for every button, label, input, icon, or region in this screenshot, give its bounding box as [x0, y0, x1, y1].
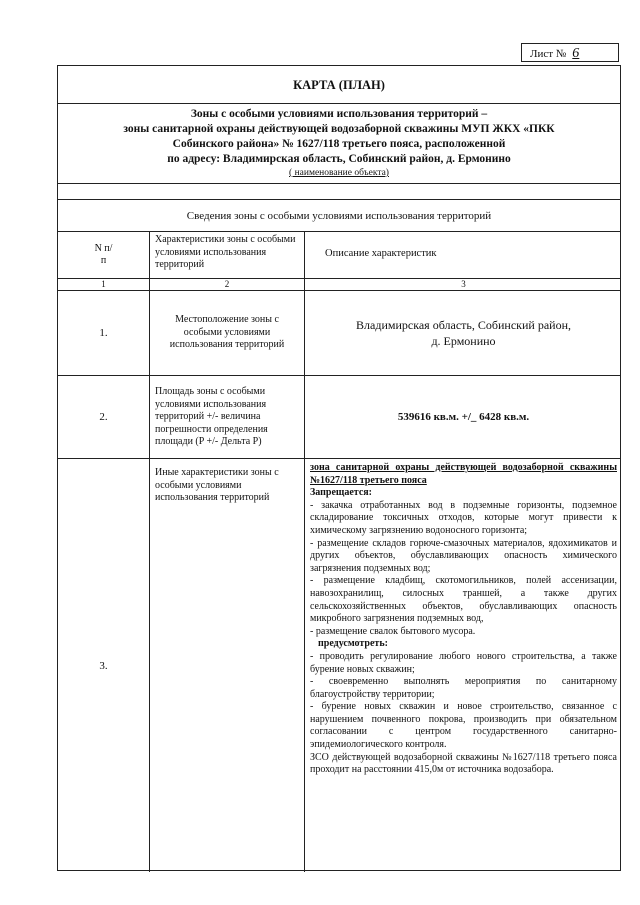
prohibited-item: - размещение свалок бытового мусора. — [310, 625, 476, 637]
header-description: Описание характеристик — [325, 248, 437, 259]
provide-label: предусмотреть: — [318, 638, 388, 650]
zone-header-line-2: зоны санитарной охраны действующей водозаборной скважины МУП ЖКХ «ПКК — [123, 123, 555, 135]
table-row — [58, 291, 620, 376]
prohibited-item: - размещение складов горюче-смазочных материалов, ядохимикатов и других объектов, обуславливающих опасность химического загрязнения подземных вод; — [310, 537, 617, 574]
sheet-number-box — [521, 43, 619, 62]
table-row — [58, 459, 620, 872]
column-numbers-row — [58, 279, 620, 291]
location-line-1: Владимирская область, Собинский район, — [356, 318, 571, 332]
closing-note: ЗСО действующей водозаборной скважины №1627/118 третьего пояса проходит на расстоянии 415,0м от источника водозабора. — [310, 751, 617, 776]
row-number: 1. — [58, 291, 150, 375]
area-value: 539616 кв.м. +/_ 6428 кв.м. — [397, 411, 530, 423]
provide-item: - своевременно выполнять мероприятия по санитарному благоустройству территории; — [310, 676, 617, 700]
provide-item: - проводить регулирование любого нового строительства, а также бурение новых скважин; — [310, 650, 617, 675]
prohibited-item: - размещение кладбищ, скотомогильников, полей ассенизации, навозохранилищ, силосных траншей, а также других сельскохозяйственных объектов, обуславливающих опасность микробного загрязнения подземных вод, — [310, 575, 617, 625]
row-description — [305, 291, 622, 375]
prohibited-item: - закачка отработанных вод в подземные горизонты, подземное складирование токсичных отходов, которые могут привести к химическому загрязнению водоносного горизонта; — [310, 499, 617, 536]
zone-header — [58, 104, 620, 184]
table-row — [58, 376, 620, 459]
document-title: КАРТА (ПЛАН) — [58, 66, 620, 104]
row-number: 3. — [58, 459, 150, 872]
row-characteristic: Площадь зоны с особыми условиями использования территорий +/- величина погрешности определения площади (P +/- Дельта P) — [150, 376, 305, 458]
column-number-2: 2 — [150, 279, 305, 290]
row-description — [305, 459, 622, 872]
location-line-2: д. Ермонино — [431, 334, 496, 348]
header-characteristic: Характеристики зоны с особыми условиями использования территорий — [150, 232, 305, 278]
prohibited-label: Запрещается: — [310, 487, 373, 499]
zone-header-line-4: по адресу: Владимирская область, Собинский район, д. Ермонино — [167, 153, 511, 165]
row-characteristic: Местоположение зоны с особыми условиями использования территорий — [150, 291, 305, 375]
column-number-1: 1 — [58, 279, 150, 290]
table-header-row — [58, 232, 620, 279]
spacer-row — [58, 184, 620, 200]
object-name-note: ( наименование объекта) — [289, 168, 389, 178]
zone-header-line-3: Собинского района» № 1627/118 третьего пояса, расположенной — [172, 138, 506, 150]
provide-item: - бурение новых скважин и новое строительство, связанное с нарушением почвенного покрова, производить при обязательном согласовании с центром государственного санитарно-эпидемиологического контроля. — [310, 701, 617, 751]
info-caption: Сведения зоны с особыми условиями использования территорий — [58, 200, 620, 232]
column-number-3: 3 — [461, 279, 466, 289]
row-number: 2. — [58, 376, 150, 458]
sheet-number: 6 — [572, 46, 580, 61]
row-description — [305, 376, 622, 458]
row-characteristic: Иные характеристики зоны с особыми условиями использования территорий — [150, 459, 305, 872]
zone-description-title: зона санитарной охраны действующей водозаборной скважины №1627/118 третьего пояса — [310, 462, 617, 486]
header-number: N п/п — [58, 232, 150, 278]
sheet-label: Лист № — [530, 48, 567, 60]
document-frame — [57, 65, 621, 871]
zone-header-line-1: Зоны с особыми условиями использования территорий – — [190, 108, 488, 120]
